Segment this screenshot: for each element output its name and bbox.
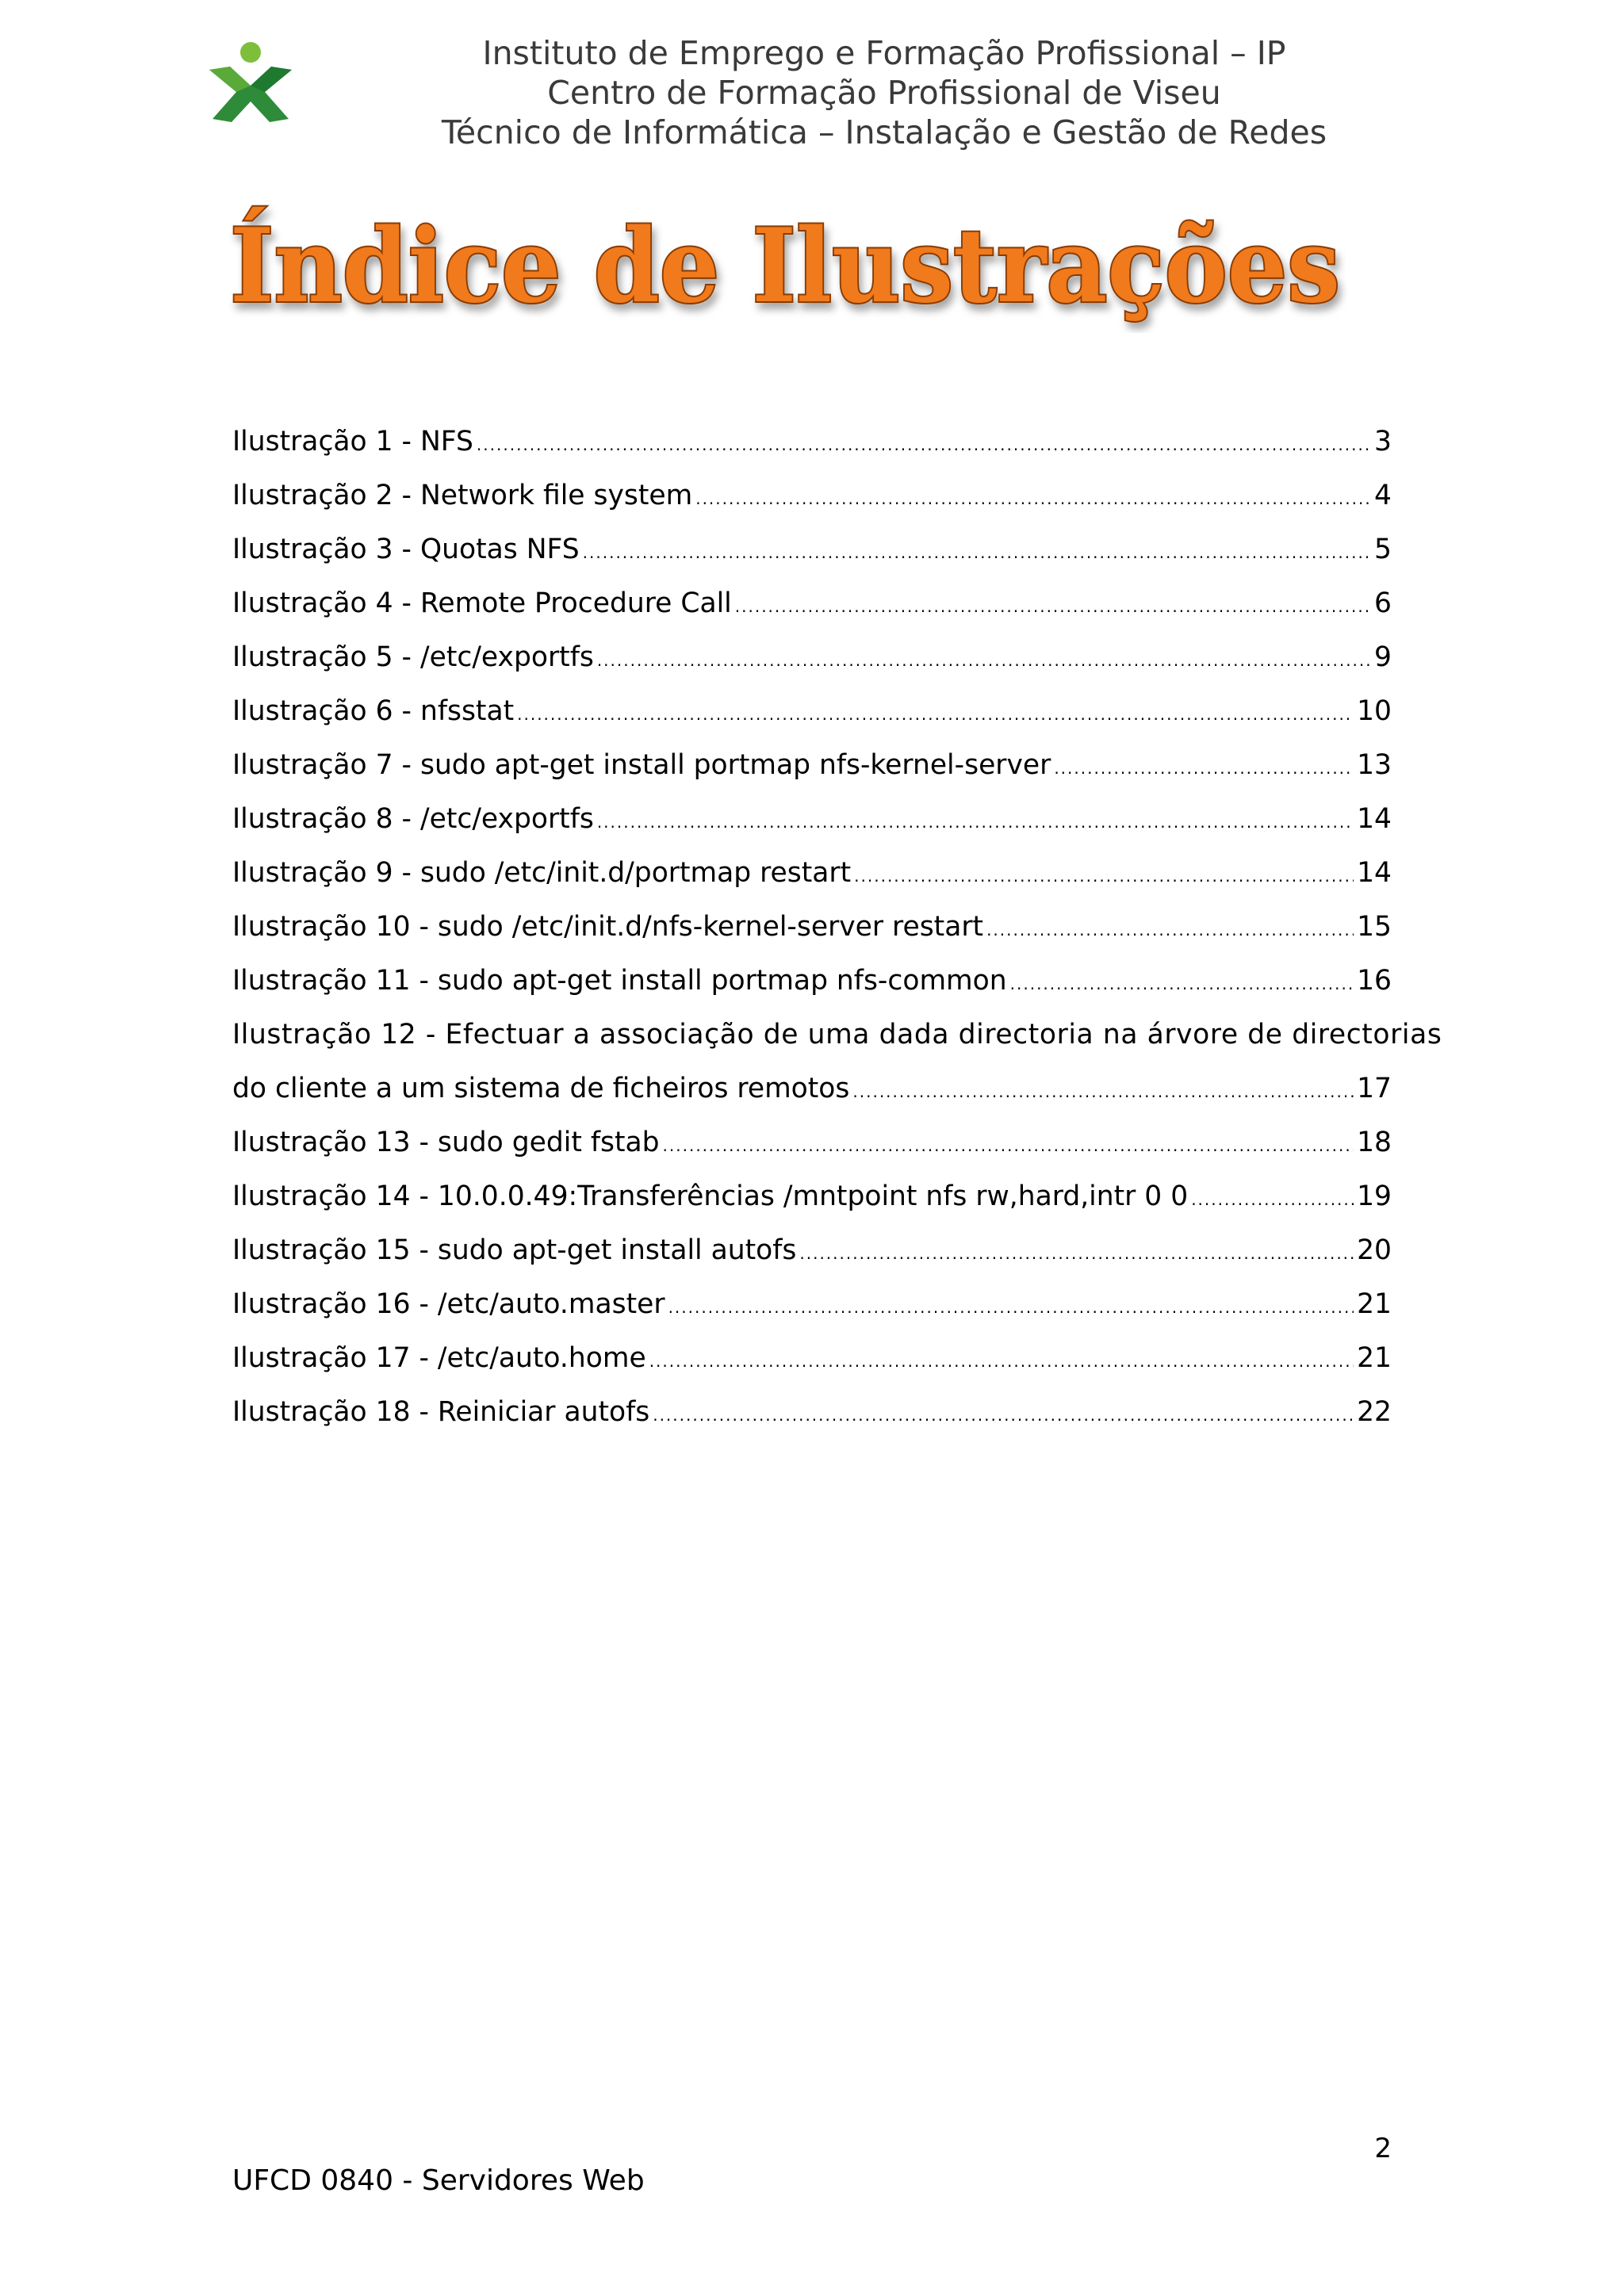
toc-entry[interactable] xyxy=(232,857,1392,911)
toc-entry-page: 14 xyxy=(1357,803,1392,835)
toc-entry-page: 6 xyxy=(1374,587,1392,619)
toc-entry[interactable] xyxy=(232,803,1392,857)
toc-entry[interactable] xyxy=(232,426,1392,480)
toc-entry-line2[interactable] xyxy=(232,1073,1392,1127)
toc-entry[interactable] xyxy=(232,695,1392,749)
toc-entry-page: 9 xyxy=(1374,641,1392,673)
toc-leader xyxy=(986,920,1354,939)
toc-entry[interactable] xyxy=(232,480,1392,534)
toc-entry-label: Ilustração 2 - Network file system xyxy=(232,480,693,511)
toc-entry-page: 14 xyxy=(1357,857,1392,889)
toc-entry-label: Ilustração 8 - /etc/exportfs xyxy=(232,803,594,835)
toc-leader xyxy=(695,489,1371,508)
toc-entry-page: 13 xyxy=(1357,749,1392,781)
toc-entry[interactable] xyxy=(232,1396,1392,1450)
toc-leader xyxy=(735,597,1371,616)
toc-entry-label: Ilustração 18 - Reiniciar autofs xyxy=(232,1396,650,1428)
toc-entry[interactable] xyxy=(232,1181,1392,1234)
toc-entry-page: 21 xyxy=(1357,1342,1392,1374)
page-title xyxy=(222,198,1348,333)
toc-entry-label: Ilustração 12 - Efectuar a associação de uma dada directoria na árvore de directorias xyxy=(232,1019,1442,1050)
illustration-index xyxy=(232,426,1442,1450)
toc-entry-page: 19 xyxy=(1357,1181,1392,1212)
toc-leader xyxy=(854,867,1354,886)
toc-leader xyxy=(653,1406,1354,1425)
toc-entry-page: 4 xyxy=(1374,480,1392,511)
page-title-text: Índice de Ilustrações xyxy=(230,207,1340,326)
toc-entry-label: Ilustração 17 - /etc/auto.home xyxy=(232,1342,646,1374)
toc-entry-label: Ilustração 5 - /etc/exportfs xyxy=(232,641,594,673)
page-footer: UFCD 0840 - Servidores Web xyxy=(232,2164,645,2197)
header-line-centre: Centro de Formação Profissional de Viseu xyxy=(547,74,1221,112)
toc-entry-page: 5 xyxy=(1374,534,1392,565)
toc-entry[interactable] xyxy=(232,1127,1392,1181)
toc-entry-label: Ilustração 1 - NFS xyxy=(232,426,473,457)
iefp-x-logo-icon xyxy=(203,40,298,127)
toc-leader xyxy=(852,1082,1354,1101)
toc-entry-label: Ilustração 6 - nfsstat xyxy=(232,695,515,727)
toc-entry-label: Ilustração 3 - Quotas NFS xyxy=(232,534,580,565)
toc-entry[interactable] xyxy=(232,534,1392,587)
toc-entry[interactable] xyxy=(232,1342,1392,1396)
toc-entry-label: Ilustração 7 - sudo apt-get install portmap nfs-kernel-server xyxy=(232,749,1051,781)
toc-entry-label: Ilustração 10 - sudo /etc/init.d/nfs-kernel-server restart xyxy=(232,911,984,943)
toc-entry-label: do cliente a um sistema de ficheiros remotos xyxy=(232,1073,850,1104)
toc-leader xyxy=(649,1352,1354,1371)
toc-entry-page: 10 xyxy=(1357,695,1392,727)
toc-leader xyxy=(668,1298,1354,1317)
toc-entry-page: 15 xyxy=(1357,911,1392,943)
toc-entry[interactable] xyxy=(232,641,1392,695)
page-number: 2 xyxy=(1374,2133,1392,2164)
toc-leader xyxy=(583,543,1371,562)
toc-entry-page: 3 xyxy=(1374,426,1392,457)
toc-entry-page: 18 xyxy=(1357,1127,1392,1158)
toc-leader xyxy=(663,1136,1354,1155)
toc-leader xyxy=(597,813,1354,832)
toc-entry[interactable] xyxy=(232,587,1392,641)
toc-leader xyxy=(517,705,1354,724)
toc-entry-line1[interactable] xyxy=(232,1019,1442,1073)
toc-entry[interactable] xyxy=(232,749,1392,803)
header-line-institute: Instituto de Emprego e Formação Profissional – IP xyxy=(482,34,1286,72)
toc-leader xyxy=(597,651,1371,670)
toc-entry-label: Ilustração 9 - sudo /etc/init.d/portmap restart xyxy=(232,857,852,889)
toc-leader xyxy=(1054,759,1354,778)
toc-entry-page: 21 xyxy=(1357,1288,1392,1320)
toc-entry[interactable] xyxy=(232,965,1392,1019)
toc-entry-page: 16 xyxy=(1357,965,1392,997)
toc-leader xyxy=(1010,974,1354,993)
toc-leader xyxy=(799,1244,1354,1263)
toc-entry-label: Ilustração 11 - sudo apt-get install portmap nfs-common xyxy=(232,965,1007,997)
toc-entry-label: Ilustração 4 - Remote Procedure Call xyxy=(232,587,732,619)
toc-entry-page: 22 xyxy=(1357,1396,1392,1428)
toc-leader xyxy=(1191,1190,1354,1209)
toc-entry[interactable] xyxy=(232,911,1392,965)
toc-entry-label: Ilustração 14 - 10.0.0.49:Transferências /mntpoint nfs rw,hard,intr 0 0 xyxy=(232,1181,1189,1212)
institution-header xyxy=(373,33,1396,152)
toc-leader xyxy=(477,435,1371,454)
header-line-course: Técnico de Informática – Instalação e Gestão de Redes xyxy=(441,113,1327,151)
toc-entry[interactable] xyxy=(232,1288,1392,1342)
page-header xyxy=(0,0,1624,159)
toc-entry-label: Ilustração 15 - sudo apt-get install autofs xyxy=(232,1234,797,1266)
toc-entry-label: Ilustração 13 - sudo gedit fstab xyxy=(232,1127,660,1158)
toc-entry-page: 17 xyxy=(1357,1073,1392,1104)
toc-entry[interactable] xyxy=(232,1234,1392,1288)
toc-entry-label: Ilustração 16 - /etc/auto.master xyxy=(232,1288,665,1320)
toc-entry-page: 20 xyxy=(1357,1234,1392,1266)
